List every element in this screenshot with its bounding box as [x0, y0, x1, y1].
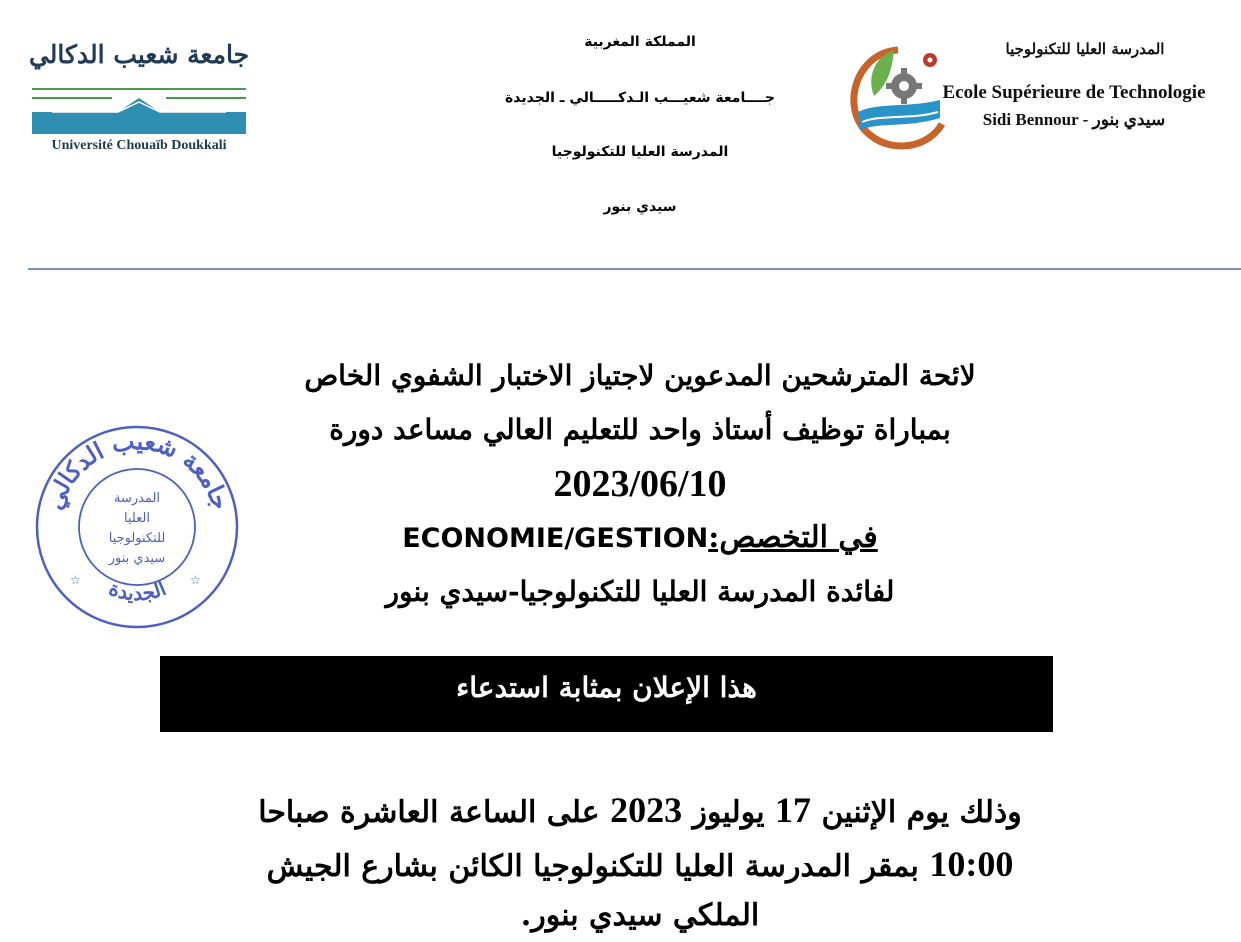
stamp-outer-text: جامعة شعيب الدكالي [39, 425, 236, 514]
details-line-1 [150, 784, 1130, 839]
details-time: 10:00 [929, 844, 1014, 884]
header-school: المدرسة العليا للتكنولوجيا [551, 144, 729, 160]
details-hour-text: على الساعة العاشرة صباحا [258, 795, 600, 830]
university-emblem-icon [32, 80, 246, 136]
details-year: 2023 [610, 790, 683, 830]
university-arabic-name: جامعة شعيب الدكالي [28, 40, 250, 69]
stamp-inner-3: للتكنولوجيا [108, 531, 166, 546]
header-city: سيدي بنور [603, 199, 677, 215]
details-prefix: وذلك يوم الإثنين [821, 795, 1022, 830]
school-logo [848, 34, 1218, 154]
stamp-inner-2: العليا [123, 511, 151, 526]
details-day: 17 [775, 790, 811, 830]
banner-text: هذا الإعلان بمثابة استدعاء [456, 671, 757, 704]
stamp-seal-icon [30, 420, 245, 635]
title-line-1: لائحة المترشحين المدعوين لاجتياز الاختبار الشفوي الخاص [304, 359, 976, 392]
specialty-line [150, 520, 1130, 555]
header-kingdom: المملكة المغربية [584, 34, 696, 50]
school-arabic-name: المدرسة العليا للتكنولوجيا [1005, 40, 1165, 58]
specialty-label: في التخصص: [708, 520, 878, 555]
title-date [150, 464, 1130, 507]
university-logo [28, 38, 250, 162]
exam-date: 2023/06/10 [553, 463, 727, 505]
details-line-3: الملكي سيدي بنور. [520, 898, 760, 933]
details-month: يوليوز [692, 795, 765, 830]
official-stamp [30, 420, 245, 635]
specialty-value: ECONOMIE/GESTION [402, 523, 709, 554]
stamp-inner-1: المدرسة [113, 491, 161, 506]
university-french-name: Université Chouaïb Doukkali [51, 138, 227, 153]
header-divider [28, 268, 1241, 270]
school-location: Sidi Bennour - سيدي بنور [982, 110, 1166, 129]
title-benefit: لفائدة المدرسة العليا للتكنولوجيا-سيدي بنور [385, 575, 895, 608]
header-university: جــــامعة شعيـــب الـدكـــــالي ـ الجديدة [505, 90, 775, 106]
details-line-2 [150, 838, 1130, 893]
gear-leaf-icon [848, 42, 948, 152]
school-french-name: Ecole Supérieure de Technologie [942, 82, 1206, 103]
title-line-2: بمباراة توظيف أستاذ واحد للتعليم العالي مساعد دورة [329, 413, 951, 446]
svg-text:☆: ☆ [70, 573, 81, 587]
stamp-inner-4: سيدي بنور [108, 551, 166, 566]
announcement-banner [160, 656, 1053, 732]
svg-text:☆: ☆ [190, 573, 201, 587]
svg-text:الجديدة [106, 576, 170, 605]
details-location: بمقر المدرسة العليا للتكنولوجيا الكائن بشارع الجيش [266, 849, 919, 884]
stamp-bottom-text: الجديدة [105, 575, 170, 606]
